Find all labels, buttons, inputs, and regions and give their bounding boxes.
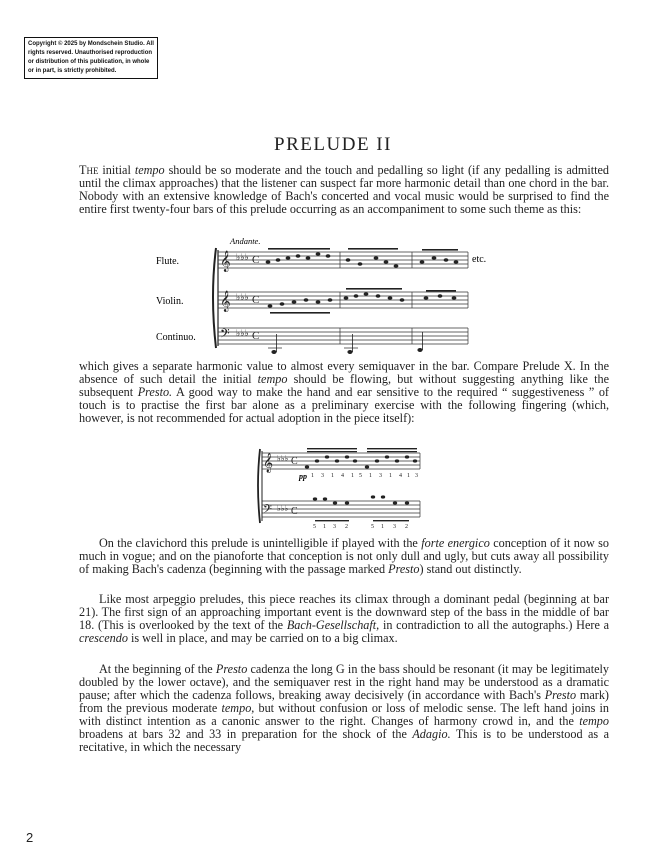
svg-text:3: 3 xyxy=(415,473,418,479)
svg-text:3: 3 xyxy=(321,473,324,479)
svg-text:4: 4 xyxy=(399,473,402,479)
svg-text:2: 2 xyxy=(345,524,348,529)
dynamic-marking: pp xyxy=(299,472,307,481)
svg-text:1: 1 xyxy=(369,473,372,479)
italic-term: tempo xyxy=(257,372,288,386)
text-run: At the beginning of the xyxy=(99,662,216,676)
text-run: in contradiction to all the autographs.) Here a xyxy=(379,618,609,632)
svg-text:𝄢: 𝄢 xyxy=(263,503,273,519)
svg-text:C: C xyxy=(252,254,260,266)
svg-text:3: 3 xyxy=(379,473,382,479)
copyright-notice: Copyright © 2025 by Mondschein Studio. All rights reserved. Unauthorised reproduction or distribution of this publication, in whole or in part, is strictly prohibited. xyxy=(24,37,158,79)
svg-text:♭♭♭: ♭♭♭ xyxy=(236,252,249,262)
svg-text:1: 1 xyxy=(407,473,410,479)
text-run: but without confusion or loss of melodic sense. The left hand joins in with distinct intention as a canonic answer to the right. Changes of harmony crowd in, and the xyxy=(79,701,609,728)
svg-text:♭♭♭: ♭♭♭ xyxy=(236,328,249,338)
text-run: is well in place, and may be carried on to a big climax. xyxy=(127,631,398,645)
svg-text:3: 3 xyxy=(333,524,336,529)
instrument-label-flute: Flute. xyxy=(156,256,180,267)
svg-text:C: C xyxy=(252,330,260,342)
svg-text:1: 1 xyxy=(351,473,354,479)
text-run: initial xyxy=(98,163,135,177)
text-run: ) stand out distinctly. xyxy=(419,562,522,576)
bass-notes xyxy=(263,495,409,521)
italic-term: Presto. xyxy=(137,385,173,399)
svg-text:3: 3 xyxy=(393,524,396,529)
svg-text:2: 2 xyxy=(405,524,408,529)
paragraph-climax xyxy=(79,593,609,645)
paragraph-cadenza xyxy=(79,663,609,754)
svg-text:𝄞: 𝄞 xyxy=(263,453,274,473)
paragraph-intro xyxy=(79,164,609,216)
svg-text:𝄞: 𝄞 xyxy=(220,291,231,312)
svg-text:1: 1 xyxy=(323,524,326,529)
text-run: A good way to make the hand and ear sensitive to the required “ suggestiveness ” of touch is to practise the first bar alone as a preliminary exercise with the following fingering (which, however, is not recommended for actual adoption in the piece itself): xyxy=(79,385,609,425)
paragraph-clavichord xyxy=(79,537,609,576)
etc-label: etc. xyxy=(472,254,487,265)
upper-fingering xyxy=(311,473,418,479)
text-run: mark) from the previous moderate xyxy=(79,688,609,715)
text-run: cadenza the long G in the bass should be resonant (it may be legitimately doubled by the lower octave), and the semiquaver rest in the right hand may be understood as a dramatic pause; after which the cadenza follows, breaking away decisively (in accordance with Bach's xyxy=(79,662,609,702)
italic-term: Adagio. xyxy=(412,727,451,741)
svg-text:♭♭♭: ♭♭♭ xyxy=(277,454,289,463)
italic-term: tempo xyxy=(134,163,165,177)
svg-text:𝄞: 𝄞 xyxy=(220,251,231,272)
svg-text:5: 5 xyxy=(371,524,374,529)
instrument-label-violin: Violin. xyxy=(156,296,184,307)
score-example-fingering xyxy=(255,443,425,529)
drop-word: The xyxy=(79,163,99,177)
italic-term: Presto xyxy=(544,688,577,702)
italic-term: forte energico xyxy=(421,536,490,550)
svg-text:1: 1 xyxy=(381,524,384,529)
svg-text:C: C xyxy=(252,294,260,306)
svg-text:1: 1 xyxy=(311,473,314,479)
tempo-marking: Andante. xyxy=(230,236,261,246)
svg-text:C: C xyxy=(291,506,298,517)
score-example-trio xyxy=(150,236,510,356)
italic-term: Presto xyxy=(388,562,420,576)
text-run: which gives a separate harmonic value to almost every semiquaver in the bar. Compare Prelude X. In the absence of such detail the initial xyxy=(79,359,609,386)
svg-text:5: 5 xyxy=(359,473,362,479)
svg-text:♭♭♭: ♭♭♭ xyxy=(236,292,249,302)
italic-term: tempo xyxy=(579,714,609,728)
italic-term: tempo, xyxy=(221,701,255,715)
svg-text:4: 4 xyxy=(341,473,344,479)
lower-fingering xyxy=(313,524,408,529)
svg-text:♭♭♭: ♭♭♭ xyxy=(277,504,289,513)
text-run: broadens at bars 32 and 33 in preparation for the shock of the xyxy=(79,727,413,741)
text-run: should be flowing, but without suggesting anything like the subsequent xyxy=(79,372,609,399)
svg-text:5: 5 xyxy=(313,524,316,529)
svg-text:C: C xyxy=(291,456,298,467)
svg-text:1: 1 xyxy=(331,473,334,479)
paragraph-fingering xyxy=(79,360,609,425)
text-run: conception of it now so much in vogue; and on the pianoforte that conception is not only dull and ugly, but cuts away all possibility of making Bach's cadenza (beginning with the passage marked xyxy=(79,536,609,576)
page-number: 2 xyxy=(26,830,34,845)
text-run: This is to be understood as a recitative, in which the necessary xyxy=(79,727,609,754)
italic-term: Bach-Gesellschaft, xyxy=(286,618,380,632)
italic-term: Presto xyxy=(215,662,248,676)
italic-term: crescendo xyxy=(79,631,128,645)
system-brace xyxy=(213,248,216,348)
instrument-label-continuo: Continuo. xyxy=(156,332,196,343)
svg-text:𝄢: 𝄢 xyxy=(220,326,230,344)
text-run: should be so moderate and the touch and pedalling so light (if any pedalling is admitted until the climax approaches) that the listener can suspect far more harmonic detail than one chord in the bar. Nobody with an extensive knowledge of Bach's concerted and vocal music would be surprised to find the entire first twenty-four bars of this prelude occurring as an accompaniment to some such theme as this: xyxy=(79,163,610,216)
page-title: PRELUDE II xyxy=(274,134,392,155)
text-run: Like most arpeggio preludes, this piece reaches its climax through a dominant pedal (beginning at bar 21). The first sign of an approaching important event is the downward step of the bass in the middle of bar 18. (This is overlooked by the text of the xyxy=(79,592,609,632)
svg-text:1: 1 xyxy=(389,473,392,479)
text-run: On the clavichord this prelude is unintelligible if played with the xyxy=(99,536,422,550)
